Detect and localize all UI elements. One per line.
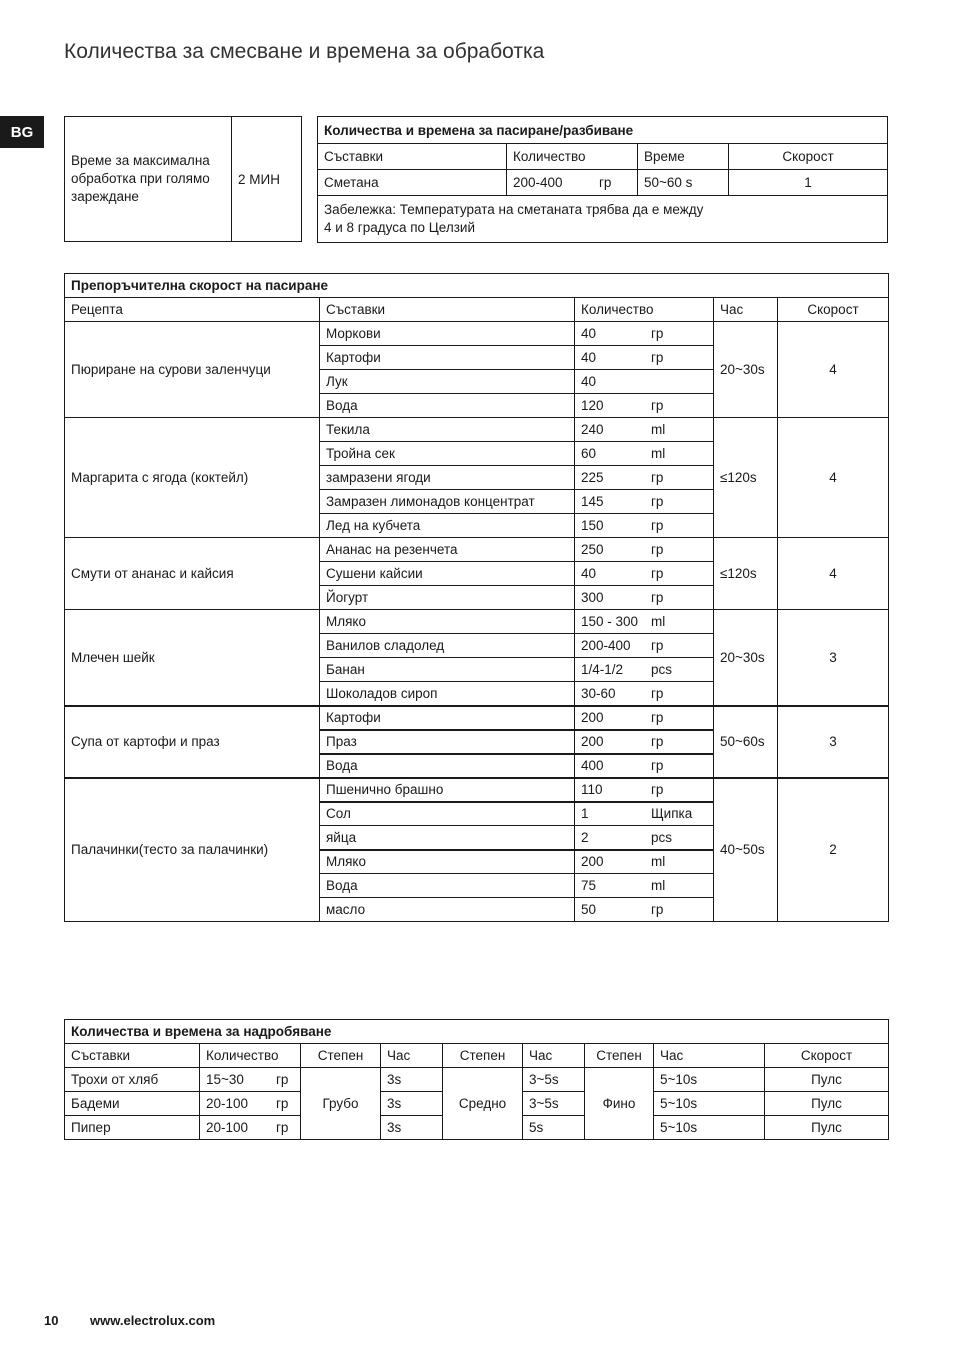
chop-time-coarse: 3s (381, 1068, 443, 1092)
blend-speed-table (64, 273, 889, 922)
table-row (65, 322, 889, 346)
recipe-time: 40~50s (714, 778, 778, 922)
grade-medium: Средно (443, 1068, 523, 1140)
recipe-name: Маргарита с ягода (коктейл) (65, 418, 320, 538)
table-row (65, 778, 889, 802)
recipe-speed: 3 (778, 610, 889, 706)
page-number: 10 (44, 1313, 59, 1328)
quantity: 200 гр (575, 730, 714, 754)
quantity: 2 pcs (575, 826, 714, 850)
ingredient: масло (320, 898, 575, 922)
table-row (65, 538, 889, 562)
ingredient: Текила (320, 418, 575, 442)
quantity: 75 ml (575, 874, 714, 898)
quantity: 150 гр (575, 514, 714, 538)
cream-ingredient: Сметана (318, 170, 507, 196)
chop-speed: Пулс (765, 1068, 889, 1092)
quantity: 50 гр (575, 898, 714, 922)
ingredient: Тройна сек (320, 442, 575, 466)
quantity: 30-60 гр (575, 682, 714, 706)
quantity: 40 гр (575, 562, 714, 586)
quantity: 200 ml (575, 850, 714, 874)
recipe-time: ≤120s (714, 538, 778, 610)
quantity: 200-400 гр (575, 634, 714, 658)
chop-table-title: Количества и времена за надробяване (65, 1020, 889, 1044)
max-time-table (64, 116, 302, 242)
ingredient: Ананас на резенчета (320, 538, 575, 562)
chop-table (64, 1019, 889, 1140)
chop-time-fine: 5~10s (654, 1116, 765, 1140)
quantity: 240 ml (575, 418, 714, 442)
chop-time-coarse: 3s (381, 1116, 443, 1140)
recipe-speed: 4 (778, 538, 889, 610)
grade-fine: Фино (585, 1068, 654, 1140)
recipe-time: ≤120s (714, 418, 778, 538)
table-row (65, 1068, 889, 1092)
cream-speed: 1 (729, 170, 888, 196)
max-time-value: 2 МИН (232, 117, 302, 242)
ingredient: Ванилов сладолед (320, 634, 575, 658)
ingredient: Мляко (320, 850, 575, 874)
language-badge: BG (0, 116, 44, 148)
ingredient: Пшенично брашно (320, 778, 575, 802)
quantity: 60 ml (575, 442, 714, 466)
cream-table (317, 116, 888, 243)
ingredient: Шоколадов сироп (320, 682, 575, 706)
ingredient: Сол (320, 802, 575, 826)
blend-header-speed: Скорост (778, 298, 889, 322)
chop-header-grade-3: Степен (585, 1044, 654, 1068)
blend-table-title: Препоръчителна скорост на пасиране (65, 274, 889, 298)
recipe-speed: 4 (778, 322, 889, 418)
chop-time-coarse: 3s (381, 1092, 443, 1116)
grade-coarse: Грубо (301, 1068, 381, 1140)
recipe-speed: 4 (778, 418, 889, 538)
chop-header-quantity: Количество (200, 1044, 301, 1068)
footer-website-link[interactable]: www.electrolux.com (90, 1313, 216, 1328)
chop-speed: Пулс (765, 1092, 889, 1116)
cream-header-quantity: Количество (507, 144, 638, 170)
quantity: 1/4-1/2 pcs (575, 658, 714, 682)
quantity: 120 гр (575, 394, 714, 418)
chop-ingredient: Пипер (65, 1116, 200, 1140)
table-row (65, 610, 889, 634)
quantity: 300 гр (575, 586, 714, 610)
recipe-speed: 2 (778, 778, 889, 922)
cream-time: 50~60 s (638, 170, 729, 196)
ingredient: Вода (320, 394, 575, 418)
ingredient: Замразен лимонадов концентрат (320, 490, 575, 514)
ingredient: Лед на кубчета (320, 514, 575, 538)
page-title: Количества за смесване и времена за обработка (64, 40, 545, 63)
ingredient: Праз (320, 730, 575, 754)
recipe-speed: 3 (778, 706, 889, 778)
chop-header-ingredients: Съставки (65, 1044, 200, 1068)
quantity: 40 гр (575, 346, 714, 370)
ingredient: Моркови (320, 322, 575, 346)
quantity: 1 Щипка (575, 802, 714, 826)
chop-header-time-1: Час (381, 1044, 443, 1068)
chop-ingredient: Бадеми (65, 1092, 200, 1116)
quantity: 110 гр (575, 778, 714, 802)
chop-speed: Пулс (765, 1116, 889, 1140)
chop-header-time-3: Час (654, 1044, 765, 1068)
quantity: 225 гр (575, 466, 714, 490)
cream-quantity: 200-400 гр (507, 170, 638, 196)
recipe-name: Пюриране на сурови заленчуци (65, 322, 320, 418)
chop-time-medium: 3~5s (523, 1092, 585, 1116)
table-row (65, 418, 889, 442)
recipe-name: Млечен шейк (65, 610, 320, 706)
recipe-name: Смути от ананас и кайсия (65, 538, 320, 610)
ingredient: Сушени кайсии (320, 562, 575, 586)
chop-time-fine: 5~10s (654, 1068, 765, 1092)
chop-quantity: 15~30 гр (200, 1068, 301, 1092)
chop-quantity: 20-100 гр (200, 1092, 301, 1116)
chop-header-speed: Скорост (765, 1044, 889, 1068)
max-time-label: Време за максимална обработка при голямо зареждане (65, 117, 232, 242)
chop-time-medium: 5s (523, 1116, 585, 1140)
ingredient: Вода (320, 754, 575, 778)
chop-time-fine: 5~10s (654, 1092, 765, 1116)
chop-header-time-2: Час (523, 1044, 585, 1068)
recipe-name: Палачинки(тесто за палачинки) (65, 778, 320, 922)
cream-note: Забележка: Температурата на сметаната трябва да е между 4 и 8 градуса по Целзий (318, 196, 888, 243)
quantity: 145 гр (575, 490, 714, 514)
blend-header-ingredients: Съставки (320, 298, 575, 322)
quantity: 40 (575, 370, 714, 394)
chop-ingredient: Трохи от хляб (65, 1068, 200, 1092)
chop-time-medium: 3~5s (523, 1068, 585, 1092)
recipe-name: Супа от картофи и праз (65, 706, 320, 778)
ingredient: Картофи (320, 346, 575, 370)
table-row (65, 706, 889, 730)
cream-header-speed: Скорост (729, 144, 888, 170)
ingredient: яйца (320, 826, 575, 850)
ingredient: Вода (320, 874, 575, 898)
quantity: 150 - 300 ml (575, 610, 714, 634)
quantity: 200 гр (575, 706, 714, 730)
cream-header-ingredients: Съставки (318, 144, 507, 170)
ingredient: Мляко (320, 610, 575, 634)
recipe-time: 20~30s (714, 322, 778, 418)
ingredient: Йогурт (320, 586, 575, 610)
ingredient: Банан (320, 658, 575, 682)
quantity: 40 гр (575, 322, 714, 346)
cream-table-title: Количества и времена за пасиране/разбиване (318, 117, 888, 144)
ingredient: Лук (320, 370, 575, 394)
blend-header-time: Час (714, 298, 778, 322)
recipe-time: 20~30s (714, 610, 778, 706)
quantity: 400 гр (575, 754, 714, 778)
recipe-time: 50~60s (714, 706, 778, 778)
blend-header-recipe: Рецепта (65, 298, 320, 322)
cream-header-time: Време (638, 144, 729, 170)
chop-quantity: 20-100 гр (200, 1116, 301, 1140)
chop-header-grade-1: Степен (301, 1044, 381, 1068)
quantity: 250 гр (575, 538, 714, 562)
ingredient: Картофи (320, 706, 575, 730)
ingredient: замразени ягоди (320, 466, 575, 490)
blend-header-quantity: Количество (575, 298, 714, 322)
chop-header-grade-2: Степен (443, 1044, 523, 1068)
